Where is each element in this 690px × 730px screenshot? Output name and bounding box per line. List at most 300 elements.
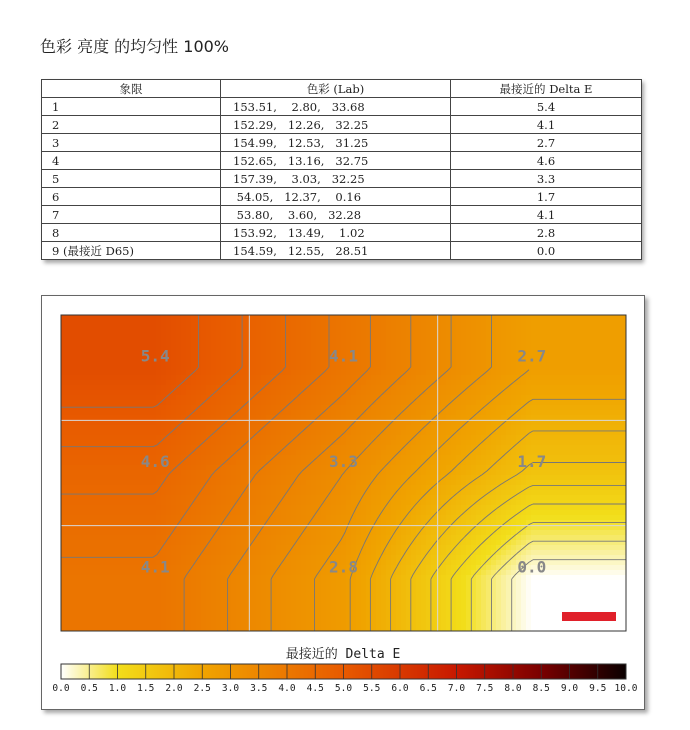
heatmap-pixel	[66, 400, 72, 406]
heatmap-pixel	[581, 490, 587, 496]
heatmap-pixel	[341, 505, 347, 511]
heatmap-pixel	[561, 495, 567, 501]
heatmap-pixel	[226, 345, 232, 351]
heatmap-pixel	[246, 340, 252, 346]
heatmap-pixel	[466, 510, 472, 516]
heatmap-pixel	[416, 385, 422, 391]
heatmap-pixel	[311, 500, 317, 506]
heatmap-pixel	[231, 355, 237, 361]
heatmap-pixel	[386, 415, 392, 421]
heatmap-pixel	[556, 500, 562, 506]
heatmap-pixel	[436, 390, 442, 396]
heatmap-pixel	[181, 460, 187, 466]
heatmap-pixel	[116, 420, 122, 426]
heatmap-pixel	[311, 480, 317, 486]
heatmap-pixel	[96, 465, 102, 471]
heatmap-pixel	[241, 500, 247, 506]
heatmap-pixel	[546, 510, 552, 516]
heatmap-pixel	[86, 510, 92, 516]
heatmap-pixel	[381, 440, 387, 446]
heatmap-pixel	[511, 400, 517, 406]
heatmap-pixel	[311, 325, 317, 331]
heatmap-pixel	[151, 420, 157, 426]
heatmap-pixel	[231, 460, 237, 466]
heatmap-pixel	[206, 330, 212, 336]
heatmap-pixel	[501, 400, 507, 406]
heatmap-pixel	[71, 330, 77, 336]
heatmap-pixel	[616, 400, 622, 406]
heatmap-pixel	[101, 350, 107, 356]
heatmap-pixel	[81, 380, 87, 386]
heatmap-pixel	[141, 405, 147, 411]
heatmap-pixel	[546, 325, 552, 331]
heatmap-pixel	[166, 420, 172, 426]
heatmap-pixel	[531, 495, 537, 501]
heatmap-pixel	[311, 430, 317, 436]
heatmap-pixel	[381, 445, 387, 451]
heatmap-pixel	[126, 390, 132, 396]
heatmap-pixel	[161, 475, 167, 481]
heatmap-pixel	[216, 335, 222, 341]
heatmap-pixel	[221, 355, 227, 361]
heatmap-pixel	[301, 475, 307, 481]
heatmap-pixel	[486, 475, 492, 481]
heatmap-pixel	[541, 415, 547, 421]
heatmap-pixel	[126, 370, 132, 376]
heatmap-pixel	[341, 390, 347, 396]
heatmap-pixel	[561, 505, 567, 511]
heatmap-pixel	[106, 440, 112, 446]
heatmap-pixel	[576, 470, 582, 476]
heatmap-pixel	[496, 360, 502, 366]
heatmap-pixel	[531, 510, 537, 516]
heatmap-pixel	[76, 440, 82, 446]
heatmap-pixel	[266, 495, 272, 501]
heatmap-pixel	[236, 400, 242, 406]
heatmap-pixel	[321, 435, 327, 441]
heatmap-pixel	[491, 445, 497, 451]
heatmap-pixel	[231, 340, 237, 346]
heatmap-pixel	[61, 520, 67, 526]
heatmap-pixel	[501, 445, 507, 451]
heatmap-pixel	[81, 340, 87, 346]
heatmap-pixel	[581, 495, 587, 501]
heatmap-pixel	[341, 365, 347, 371]
heatmap-pixel	[381, 335, 387, 341]
heatmap-pixel	[361, 415, 367, 421]
heatmap-pixel	[601, 320, 607, 326]
heatmap-pixel	[556, 375, 562, 381]
heatmap-pixel	[301, 385, 307, 391]
heatmap-pixel	[401, 460, 407, 466]
heatmap-pixel	[71, 455, 77, 461]
heatmap-pixel	[326, 475, 332, 481]
heatmap-pixel	[266, 355, 272, 361]
heatmap-pixel	[591, 380, 597, 386]
heatmap-pixel	[301, 520, 307, 526]
heatmap-pixel	[191, 390, 197, 396]
heatmap-pixel	[461, 415, 467, 421]
heatmap-pixel	[361, 335, 367, 341]
heatmap-pixel	[66, 335, 72, 341]
heatmap-pixel	[76, 345, 82, 351]
heatmap-pixel	[451, 450, 457, 456]
heatmap-pixel	[66, 475, 72, 481]
heatmap-pixel	[416, 405, 422, 411]
heatmap-pixel	[491, 375, 497, 381]
heatmap-pixel	[141, 485, 147, 491]
heatmap-pixel	[141, 410, 147, 416]
heatmap-pixel	[466, 430, 472, 436]
heatmap-pixel	[581, 400, 587, 406]
heatmap-pixel	[256, 325, 262, 331]
heatmap-pixel	[606, 365, 612, 371]
heatmap-pixel	[311, 495, 317, 501]
heatmap-pixel	[381, 430, 387, 436]
heatmap-pixel	[371, 445, 377, 451]
heatmap-pixel	[111, 360, 117, 366]
heatmap-pixel	[61, 445, 67, 451]
heatmap-pixel	[566, 425, 572, 431]
heatmap-pixel	[76, 400, 82, 406]
heatmap-pixel	[511, 430, 517, 436]
heatmap-pixel	[501, 410, 507, 416]
heatmap-pixel	[96, 515, 102, 521]
heatmap-pixel	[86, 455, 92, 461]
heatmap-pixel	[291, 455, 297, 461]
heatmap-pixel	[331, 425, 337, 431]
heatmap-pixel	[176, 325, 182, 331]
heatmap-pixel	[311, 405, 317, 411]
heatmap-pixel	[516, 435, 522, 441]
heatmap-pixel	[566, 475, 572, 481]
heatmap-pixel	[151, 380, 157, 386]
heatmap-pixel	[511, 450, 517, 456]
heatmap-pixel	[271, 410, 277, 416]
heatmap-pixel	[176, 490, 182, 496]
heatmap-pixel	[286, 480, 292, 486]
heatmap-pixel	[131, 410, 137, 416]
heatmap-pixel	[426, 530, 432, 536]
heatmap-pixel	[461, 505, 467, 511]
heatmap-pixel	[606, 510, 612, 516]
heatmap-pixel	[111, 465, 117, 471]
heatmap-pixel	[236, 350, 242, 356]
heatmap-pixel	[566, 470, 572, 476]
heatmap-pixel	[546, 320, 552, 326]
heatmap-pixel	[281, 515, 287, 521]
heatmap-pixel	[476, 445, 482, 451]
heatmap-pixel	[221, 450, 227, 456]
heatmap-pixel	[441, 440, 447, 446]
heatmap-pixel	[376, 405, 382, 411]
heatmap-pixel	[376, 400, 382, 406]
heatmap-pixel	[81, 355, 87, 361]
heatmap-pixel	[216, 450, 222, 456]
heatmap-pixel	[201, 390, 207, 396]
heatmap-pixel	[501, 350, 507, 356]
heatmap-pixel	[256, 505, 262, 511]
heatmap-pixel	[61, 355, 67, 361]
heatmap-pixel	[291, 500, 297, 506]
heatmap-pixel	[596, 345, 602, 351]
heatmap-pixel	[421, 470, 427, 476]
heatmap-pixel	[516, 390, 522, 396]
heatmap-pixel	[191, 440, 197, 446]
heatmap-pixel	[201, 410, 207, 416]
heatmap-pixel	[361, 520, 367, 526]
heatmap-pixel	[466, 500, 472, 506]
heatmap-pixel	[601, 410, 607, 416]
heatmap-pixel	[461, 425, 467, 431]
heatmap-pixel	[361, 515, 367, 521]
heatmap-pixel	[116, 410, 122, 416]
heatmap-pixel	[421, 395, 427, 401]
heatmap-pixel	[191, 455, 197, 461]
heatmap-pixel	[596, 315, 602, 321]
heatmap-pixel	[256, 340, 262, 346]
heatmap-pixel	[256, 330, 262, 336]
heatmap-pixel	[571, 380, 577, 386]
heatmap-pixel	[351, 495, 357, 501]
heatmap-pixel	[506, 430, 512, 436]
heatmap-pixel	[586, 495, 592, 501]
heatmap-pixel	[266, 530, 272, 536]
heatmap-pixel	[336, 325, 342, 331]
heatmap-pixel	[396, 515, 402, 521]
heatmap-pixel	[381, 420, 387, 426]
heatmap-pixel	[241, 450, 247, 456]
heatmap-pixel	[531, 365, 537, 371]
heatmap-pixel	[401, 470, 407, 476]
heatmap-pixel	[481, 425, 487, 431]
heatmap-pixel	[336, 330, 342, 336]
heatmap-pixel	[436, 455, 442, 461]
heatmap-pixel	[441, 415, 447, 421]
heatmap-pixel	[476, 365, 482, 371]
heatmap-pixel	[386, 325, 392, 331]
heatmap-pixel	[221, 315, 227, 321]
heatmap-pixel	[566, 405, 572, 411]
heatmap-pixel	[446, 515, 452, 521]
heatmap-pixel	[131, 505, 137, 511]
heatmap-pixel	[506, 425, 512, 431]
heatmap-pixel	[611, 500, 617, 506]
heatmap-pixel	[371, 490, 377, 496]
heatmap-pixel	[301, 405, 307, 411]
heatmap-pixel	[86, 415, 92, 421]
heatmap-pixel	[161, 495, 167, 501]
heatmap-pixel	[591, 315, 597, 321]
heatmap-pixel	[221, 445, 227, 451]
heatmap-pixel	[186, 405, 192, 411]
heatmap-pixel	[286, 420, 292, 426]
heatmap-pixel	[361, 420, 367, 426]
heatmap-pixel	[616, 335, 622, 341]
heatmap-pixel	[546, 335, 552, 341]
heatmap-pixel	[131, 475, 137, 481]
heatmap-pixel	[431, 425, 437, 431]
heatmap-pixel	[331, 325, 337, 331]
heatmap-pixel	[181, 370, 187, 376]
heatmap-pixel	[431, 470, 437, 476]
heatmap-pixel	[376, 385, 382, 391]
heatmap-pixel	[281, 435, 287, 441]
heatmap-pixel	[86, 425, 92, 431]
heatmap-pixel	[616, 465, 622, 471]
heatmap-pixel	[71, 510, 77, 516]
heatmap-pixel	[116, 465, 122, 471]
heatmap-pixel	[111, 440, 117, 446]
heatmap-pixel	[601, 345, 607, 351]
heatmap-pixel	[361, 315, 367, 321]
heatmap-pixel	[441, 365, 447, 371]
heatmap-pixel	[96, 435, 102, 441]
heatmap-pixel	[131, 495, 137, 501]
heatmap-pixel	[196, 385, 202, 391]
heatmap-pixel	[271, 370, 277, 376]
heatmap-pixel	[171, 365, 177, 371]
heatmap-pixel	[516, 420, 522, 426]
heatmap-pixel	[471, 495, 477, 501]
heatmap-pixel	[201, 370, 207, 376]
heatmap-pixel	[586, 335, 592, 341]
heatmap-pixel	[441, 480, 447, 486]
heatmap-pixel	[176, 405, 182, 411]
heatmap-pixel	[536, 390, 542, 396]
heatmap-pixel	[491, 410, 497, 416]
heatmap-pixel	[401, 415, 407, 421]
heatmap-pixel	[396, 315, 402, 321]
heatmap-pixel	[571, 455, 577, 461]
heatmap-pixel	[136, 445, 142, 451]
heatmap-pixel	[136, 400, 142, 406]
heatmap-pixel	[616, 325, 622, 331]
heatmap-pixel	[401, 475, 407, 481]
heatmap-pixel	[376, 345, 382, 351]
heatmap-pixel	[576, 355, 582, 361]
heatmap-pixel	[61, 345, 67, 351]
heatmap-pixel	[236, 320, 242, 326]
heatmap-pixel	[606, 480, 612, 486]
heatmap-pixel	[471, 515, 477, 521]
heatmap-pixel	[116, 490, 122, 496]
heatmap-pixel	[171, 380, 177, 386]
heatmap-pixel	[106, 465, 112, 471]
heatmap-pixel	[321, 510, 327, 516]
heatmap-pixel	[181, 410, 187, 416]
heatmap-pixel	[166, 335, 172, 341]
heatmap-pixel	[611, 490, 617, 496]
heatmap-pixel	[156, 330, 162, 336]
heatmap-pixel	[396, 530, 402, 536]
heatmap-pixel	[586, 440, 592, 446]
heatmap-pixel	[456, 435, 462, 441]
heatmap-pixel	[96, 500, 102, 506]
heatmap-pixel	[226, 425, 232, 431]
heatmap-pixel	[146, 405, 152, 411]
heatmap-pixel	[146, 370, 152, 376]
heatmap-pixel	[321, 530, 327, 536]
heatmap-pixel	[596, 370, 602, 376]
heatmap-pixel	[356, 485, 362, 491]
heatmap-pixel	[616, 375, 622, 381]
heatmap-pixel	[501, 460, 507, 466]
heatmap-pixel	[106, 415, 112, 421]
heatmap-pixel	[376, 530, 382, 536]
heatmap-pixel	[236, 505, 242, 511]
heatmap-pixel	[546, 480, 552, 486]
heatmap-pixel	[536, 480, 542, 486]
heatmap-pixel	[526, 435, 532, 441]
heatmap-pixel	[191, 420, 197, 426]
heatmap-pixel	[266, 330, 272, 336]
heatmap-pixel	[226, 385, 232, 391]
heatmap-pixel	[266, 425, 272, 431]
heatmap-pixel	[186, 325, 192, 331]
heatmap-pixel	[361, 505, 367, 511]
page-title: 色彩 亮度 的均匀性 100%	[40, 37, 230, 56]
heatmap-pixel	[601, 370, 607, 376]
heatmap-pixel	[236, 375, 242, 381]
heatmap-pixel	[61, 335, 67, 341]
heatmap-pixel	[211, 350, 217, 356]
heatmap-pixel	[506, 315, 512, 321]
heatmap-pixel	[86, 320, 92, 326]
heatmap-pixel	[366, 400, 372, 406]
heatmap-pixel	[86, 325, 92, 331]
heatmap-pixel	[121, 365, 127, 371]
heatmap-pixel	[71, 360, 77, 366]
heatmap-pixel	[596, 400, 602, 406]
heatmap-pixel	[156, 415, 162, 421]
heatmap-pixel	[106, 315, 112, 321]
heatmap-pixel	[406, 420, 412, 426]
heatmap-pixel	[231, 420, 237, 426]
heatmap-pixel	[426, 480, 432, 486]
heatmap-pixel	[121, 505, 127, 511]
heatmap-pixel	[331, 430, 337, 436]
heatmap-pixel	[616, 505, 622, 511]
heatmap-pixel	[601, 475, 607, 481]
heatmap-pixel	[256, 435, 262, 441]
heatmap-pixel	[191, 375, 197, 381]
heatmap-pixel	[476, 500, 482, 506]
heatmap-pixel	[606, 455, 612, 461]
heatmap-pixel	[326, 395, 332, 401]
heatmap-pixel	[76, 435, 82, 441]
heatmap-pixel	[91, 360, 97, 366]
heatmap-pixel	[161, 410, 167, 416]
heatmap-pixel	[306, 505, 312, 511]
heatmap-pixel	[481, 475, 487, 481]
heatmap-pixel	[286, 325, 292, 331]
heatmap-pixel	[316, 515, 322, 521]
heatmap-pixel	[391, 355, 397, 361]
heatmap-pixel	[91, 455, 97, 461]
heatmap-pixel	[541, 385, 547, 391]
heatmap-pixel	[586, 415, 592, 421]
heatmap-pixel	[581, 320, 587, 326]
heatmap-pixel	[366, 495, 372, 501]
heatmap-pixel	[71, 465, 77, 471]
heatmap-pixel	[136, 340, 142, 346]
heatmap-pixel	[426, 435, 432, 441]
heatmap-pixel	[591, 480, 597, 486]
heatmap-pixel	[426, 440, 432, 446]
heatmap-pixel	[411, 370, 417, 376]
heatmap-pixel	[541, 445, 547, 451]
